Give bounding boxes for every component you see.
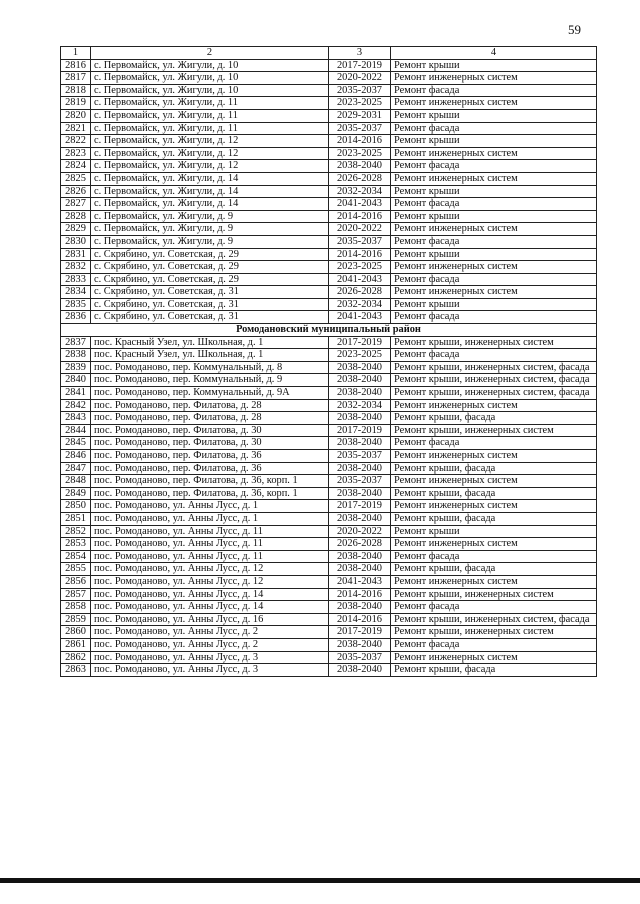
table-row [61,424,597,437]
row-number-cell: 2821 [61,122,91,135]
period-cell: 2020-2022 [329,72,391,85]
row-number-cell: 2817 [61,72,91,85]
address-cell: пос. Ромоданово, пер. Филатова, д. 30 [91,424,329,437]
row-number-cell: 2859 [61,613,91,626]
table-row [61,59,597,72]
address-cell: с. Первомайск, ул. Жигули, д. 12 [91,147,329,160]
row-number-cell: 2835 [61,298,91,311]
period-cell: 2041-2043 [329,311,391,324]
period-cell: 2038-2040 [329,387,391,400]
period-cell: 2041-2043 [329,198,391,211]
address-cell: пос. Ромоданово, пер. Филатова, д. 36, корп. 1 [91,487,329,500]
table-row [61,399,597,412]
work-type-cell: Ремонт инженерных систем [391,147,597,160]
address-cell: пос. Ромоданово, ул. Анны Лусс, д. 12 [91,575,329,588]
row-number-cell: 2842 [61,399,91,412]
table-row [61,437,597,450]
table-row [61,72,597,85]
table-row [61,475,597,488]
row-number-cell: 2837 [61,336,91,349]
page-number: 59 [568,22,581,37]
address-cell: пос. Красный Узел, ул. Школьная, д. 1 [91,336,329,349]
table-row [61,563,597,576]
work-type-cell: Ремонт крыши, фасада [391,487,597,500]
work-type-cell: Ремонт крыши, фасада [391,664,597,677]
period-cell: 2038-2040 [329,160,391,173]
row-number-cell: 2850 [61,500,91,513]
period-cell: 2038-2040 [329,374,391,387]
period-cell: 2023-2025 [329,147,391,160]
work-type-cell: Ремонт фасада [391,273,597,286]
repair-schedule-table [60,46,597,677]
row-number-cell: 2833 [61,273,91,286]
table-body [61,59,597,676]
row-number-cell: 2824 [61,160,91,173]
address-cell: с. Скрябино, ул. Советская, д. 29 [91,261,329,274]
column-header-number: 1 [61,47,91,60]
table-row [61,626,597,639]
section-row [61,324,597,337]
table-row [61,298,597,311]
work-type-cell: Ремонт крыши, инженерных систем [391,588,597,601]
period-cell: 2029-2031 [329,109,391,122]
table-row [61,651,597,664]
period-cell: 2038-2040 [329,487,391,500]
period-cell: 2017-2019 [329,500,391,513]
address-cell: с. Первомайск, ул. Жигули, д. 10 [91,84,329,97]
table-row [61,311,597,324]
address-cell: с. Первомайск, ул. Жигули, д. 11 [91,122,329,135]
work-type-cell: Ремонт фасада [391,437,597,450]
address-cell: пос. Ромоданово, пер. Филатова, д. 28 [91,399,329,412]
work-type-cell: Ремонт крыши [391,248,597,261]
table-row [61,273,597,286]
row-number-cell: 2830 [61,235,91,248]
column-header-period: 3 [329,47,391,60]
row-number-cell: 2818 [61,84,91,97]
row-number-cell: 2847 [61,462,91,475]
table-row [61,210,597,223]
period-cell: 2023-2025 [329,97,391,110]
row-number-cell: 2855 [61,563,91,576]
table-row [61,512,597,525]
work-type-cell: Ремонт крыши, инженерных систем [391,424,597,437]
address-cell: пос. Ромоданово, ул. Анны Лусс, д. 11 [91,525,329,538]
work-type-cell: Ремонт инженерных систем [391,72,597,85]
work-type-cell: Ремонт инженерных систем [391,399,597,412]
address-cell: с. Скрябино, ул. Советская, д. 31 [91,298,329,311]
table-row [61,286,597,299]
column-header-address: 2 [91,47,329,60]
section-title: Ромодановский муниципальный район [61,324,597,337]
period-cell: 2041-2043 [329,273,391,286]
period-cell: 2017-2019 [329,424,391,437]
table-row [61,550,597,563]
work-type-cell: Ремонт инженерных систем [391,651,597,664]
row-number-cell: 2839 [61,361,91,374]
address-cell: пос. Ромоданово, пер. Коммунальный, д. 9А [91,387,329,400]
work-type-cell: Ремонт фасада [391,198,597,211]
row-number-cell: 2863 [61,664,91,677]
period-cell: 2020-2022 [329,223,391,236]
address-cell: пос. Ромоданово, ул. Анны Лусс, д. 1 [91,500,329,513]
table-row [61,223,597,236]
row-number-cell: 2823 [61,147,91,160]
table-row [61,538,597,551]
address-cell: пос. Ромоданово, пер. Филатова, д. 36, корп. 1 [91,475,329,488]
work-type-cell: Ремонт фасада [391,638,597,651]
period-cell: 2014-2016 [329,248,391,261]
period-cell: 2035-2037 [329,450,391,463]
address-cell: с. Первомайск, ул. Жигули, д. 10 [91,59,329,72]
address-cell: пос. Ромоданово, ул. Анны Лусс, д. 2 [91,638,329,651]
work-type-cell: Ремонт фасада [391,349,597,362]
period-cell: 2035-2037 [329,475,391,488]
row-number-cell: 2836 [61,311,91,324]
table-header-row [61,47,597,60]
address-cell: пос. Ромоданово, ул. Анны Лусс, д. 3 [91,664,329,677]
work-type-cell: Ремонт крыши, инженерных систем [391,336,597,349]
work-type-cell: Ремонт крыши, инженерных систем, фасада [391,361,597,374]
work-type-cell: Ремонт крыши, инженерных систем [391,626,597,639]
period-cell: 2038-2040 [329,550,391,563]
row-number-cell: 2862 [61,651,91,664]
work-type-cell: Ремонт инженерных систем [391,261,597,274]
work-type-cell: Ремонт фасада [391,601,597,614]
work-type-cell: Ремонт инженерных систем [391,575,597,588]
work-type-cell: Ремонт крыши [391,298,597,311]
period-cell: 2038-2040 [329,361,391,374]
work-type-cell: Ремонт фасада [391,84,597,97]
table-row [61,160,597,173]
address-cell: пос. Ромоданово, ул. Анны Лусс, д. 14 [91,601,329,614]
work-type-cell: Ремонт инженерных систем [391,475,597,488]
address-cell: пос. Ромоданово, пер. Филатова, д. 36 [91,462,329,475]
table-row [61,525,597,538]
row-number-cell: 2848 [61,475,91,488]
period-cell: 2014-2016 [329,588,391,601]
table-row [61,664,597,677]
work-type-cell: Ремонт крыши, фасада [391,462,597,475]
table-row [61,412,597,425]
work-type-cell: Ремонт крыши, инженерных систем, фасада [391,387,597,400]
row-number-cell: 2857 [61,588,91,601]
work-type-cell: Ремонт крыши, инженерных систем, фасада [391,374,597,387]
row-number-cell: 2854 [61,550,91,563]
work-type-cell: Ремонт инженерных систем [391,172,597,185]
address-cell: с. Скрябино, ул. Советская, д. 31 [91,286,329,299]
address-cell: с. Первомайск, ул. Жигули, д. 11 [91,109,329,122]
address-cell: с. Первомайск, ул. Жигули, д. 9 [91,235,329,248]
work-type-cell: Ремонт фасада [391,235,597,248]
work-type-cell: Ремонт крыши [391,109,597,122]
address-cell: с. Скрябино, ул. Советская, д. 29 [91,248,329,261]
row-number-cell: 2820 [61,109,91,122]
row-number-cell: 2845 [61,437,91,450]
work-type-cell: Ремонт фасада [391,122,597,135]
address-cell: с. Первомайск, ул. Жигули, д. 14 [91,185,329,198]
address-cell: с. Первомайск, ул. Жигули, д. 14 [91,172,329,185]
period-cell: 2038-2040 [329,601,391,614]
row-number-cell: 2816 [61,59,91,72]
table-row [61,84,597,97]
period-cell: 2023-2025 [329,261,391,274]
work-type-cell: Ремонт крыши [391,210,597,223]
address-cell: пос. Ромоданово, ул. Анны Лусс, д. 3 [91,651,329,664]
table-row [61,248,597,261]
work-type-cell: Ремонт фасада [391,550,597,563]
work-type-cell: Ремонт инженерных систем [391,450,597,463]
row-number-cell: 2860 [61,626,91,639]
period-cell: 2026-2028 [329,172,391,185]
period-cell: 2038-2040 [329,664,391,677]
table-row [61,387,597,400]
period-cell: 2038-2040 [329,412,391,425]
period-cell: 2017-2019 [329,59,391,72]
row-number-cell: 2858 [61,601,91,614]
table-row [61,374,597,387]
address-cell: пос. Ромоданово, ул. Анны Лусс, д. 11 [91,550,329,563]
work-type-cell: Ремонт инженерных систем [391,97,597,110]
period-cell: 2035-2037 [329,122,391,135]
address-cell: пос. Ромоданово, пер. Коммунальный, д. 8 [91,361,329,374]
period-cell: 2038-2040 [329,462,391,475]
period-cell: 2038-2040 [329,563,391,576]
period-cell: 2023-2025 [329,349,391,362]
address-cell: пос. Ромоданово, ул. Анны Лусс, д. 2 [91,626,329,639]
period-cell: 2014-2016 [329,135,391,148]
row-number-cell: 2843 [61,412,91,425]
address-cell: с. Первомайск, ул. Жигули, д. 10 [91,72,329,85]
table-row [61,575,597,588]
period-cell: 2041-2043 [329,575,391,588]
table-row [61,172,597,185]
table-row [61,349,597,362]
scan-edge-bar [0,878,640,883]
address-cell: пос. Ромоданово, ул. Анны Лусс, д. 16 [91,613,329,626]
table-row [61,613,597,626]
period-cell: 2032-2034 [329,298,391,311]
table-row [61,450,597,463]
row-number-cell: 2832 [61,261,91,274]
row-number-cell: 2840 [61,374,91,387]
work-type-cell: Ремонт крыши, фасада [391,512,597,525]
period-cell: 2032-2034 [329,185,391,198]
table-row [61,361,597,374]
table-row [61,588,597,601]
period-cell: 2032-2034 [329,399,391,412]
work-type-cell: Ремонт инженерных систем [391,286,597,299]
period-cell: 2035-2037 [329,235,391,248]
row-number-cell: 2849 [61,487,91,500]
row-number-cell: 2856 [61,575,91,588]
address-cell: с. Скрябино, ул. Советская, д. 29 [91,273,329,286]
table-row [61,198,597,211]
period-cell: 2035-2037 [329,84,391,97]
address-cell: пос. Ромоданово, ул. Анны Лусс, д. 12 [91,563,329,576]
work-type-cell: Ремонт фасада [391,311,597,324]
period-cell: 2026-2028 [329,286,391,299]
table-row [61,261,597,274]
work-type-cell: Ремонт инженерных систем [391,538,597,551]
table-row [61,235,597,248]
row-number-cell: 2822 [61,135,91,148]
row-number-cell: 2834 [61,286,91,299]
address-cell: пос. Ромоданово, пер. Филатова, д. 30 [91,437,329,450]
work-type-cell: Ремонт крыши, инженерных систем, фасада [391,613,597,626]
address-cell: пос. Ромоданово, ул. Анны Лусс, д. 1 [91,512,329,525]
period-cell: 2017-2019 [329,336,391,349]
row-number-cell: 2827 [61,198,91,211]
table-row [61,135,597,148]
period-cell: 2020-2022 [329,525,391,538]
row-number-cell: 2828 [61,210,91,223]
work-type-cell: Ремонт фасада [391,160,597,173]
row-number-cell: 2826 [61,185,91,198]
row-number-cell: 2853 [61,538,91,551]
work-type-cell: Ремонт крыши [391,185,597,198]
table-row [61,109,597,122]
address-cell: с. Первомайск, ул. Жигули, д. 14 [91,198,329,211]
address-cell: пос. Ромоданово, пер. Филатова, д. 36 [91,450,329,463]
table-row [61,462,597,475]
address-cell: с. Скрябино, ул. Советская, д. 31 [91,311,329,324]
row-number-cell: 2852 [61,525,91,538]
address-cell: пос. Ромоданово, пер. Коммунальный, д. 9 [91,374,329,387]
address-cell: пос. Красный Узел, ул. Школьная, д. 1 [91,349,329,362]
period-cell: 2014-2016 [329,613,391,626]
table-row [61,487,597,500]
row-number-cell: 2831 [61,248,91,261]
address-cell: пос. Ромоданово, ул. Анны Лусс, д. 11 [91,538,329,551]
address-cell: с. Первомайск, ул. Жигули, д. 11 [91,97,329,110]
period-cell: 2038-2040 [329,512,391,525]
table-row [61,638,597,651]
table-row [61,601,597,614]
column-header-work: 4 [391,47,597,60]
period-cell: 2026-2028 [329,538,391,551]
row-number-cell: 2829 [61,223,91,236]
work-type-cell: Ремонт крыши [391,525,597,538]
table-row [61,97,597,110]
period-cell: 2038-2040 [329,638,391,651]
row-number-cell: 2841 [61,387,91,400]
row-number-cell: 2846 [61,450,91,463]
work-type-cell: Ремонт инженерных систем [391,223,597,236]
work-type-cell: Ремонт крыши [391,59,597,72]
address-cell: с. Первомайск, ул. Жигули, д. 9 [91,210,329,223]
row-number-cell: 2861 [61,638,91,651]
address-cell: с. Первомайск, ул. Жигули, д. 12 [91,160,329,173]
period-cell: 2038-2040 [329,437,391,450]
row-number-cell: 2838 [61,349,91,362]
row-number-cell: 2844 [61,424,91,437]
table-row [61,500,597,513]
address-cell: с. Первомайск, ул. Жигули, д. 9 [91,223,329,236]
period-cell: 2017-2019 [329,626,391,639]
table-row [61,147,597,160]
work-type-cell: Ремонт инженерных систем [391,500,597,513]
period-cell: 2014-2016 [329,210,391,223]
period-cell: 2035-2037 [329,651,391,664]
work-type-cell: Ремонт крыши, фасада [391,563,597,576]
row-number-cell: 2825 [61,172,91,185]
table-row [61,336,597,349]
work-type-cell: Ремонт крыши, фасада [391,412,597,425]
address-cell: пос. Ромоданово, пер. Филатова, д. 28 [91,412,329,425]
row-number-cell: 2851 [61,512,91,525]
address-cell: пос. Ромоданово, ул. Анны Лусс, д. 14 [91,588,329,601]
row-number-cell: 2819 [61,97,91,110]
work-type-cell: Ремонт крыши [391,135,597,148]
table-row [61,185,597,198]
table-row [61,122,597,135]
address-cell: с. Первомайск, ул. Жигули, д. 12 [91,135,329,148]
